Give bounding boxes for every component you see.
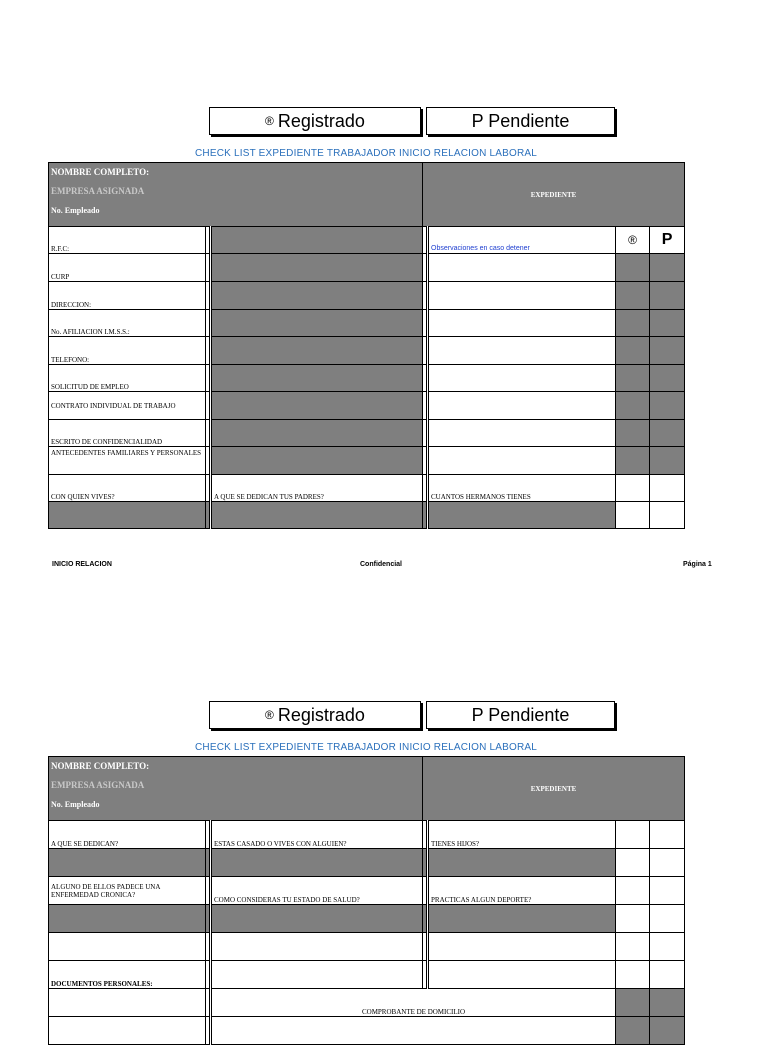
curp-value[interactable] (211, 254, 423, 282)
empty-cell[interactable] (49, 933, 206, 961)
employee-no-label-2: No. Empleado (51, 800, 100, 809)
phone-pending-check[interactable] (650, 337, 685, 365)
confidentiality-registered-check[interactable] (616, 420, 650, 447)
application-pending-check[interactable] (650, 365, 685, 392)
legend-registered-2 (209, 701, 421, 729)
observations-label: Observaciones en caso detener (428, 227, 616, 254)
answers-pending-check[interactable] (650, 502, 685, 529)
empty-cell[interactable] (49, 1017, 206, 1045)
empty-cell[interactable] (650, 961, 685, 989)
parents-label: A QUE SE DEDICAN TUS PADRES? (211, 475, 423, 502)
contract-value[interactable] (211, 392, 423, 420)
file-header: EXPEDIENTE (423, 163, 685, 227)
empty-cell[interactable] (428, 933, 616, 961)
address-registered-check[interactable] (616, 282, 650, 310)
rfc-label: R.F.C: (49, 227, 206, 254)
curp-label: CURP (49, 254, 206, 282)
empty-cell[interactable] (211, 1017, 616, 1045)
contract-pending-check[interactable] (650, 392, 685, 420)
full-name-label-2: NOMBRE COMPLETO: (51, 761, 150, 771)
application-label: SOLICITUD DE EMPLEO (49, 365, 206, 392)
occupation-answer[interactable] (49, 849, 206, 877)
proof-address-pending-check[interactable] (650, 989, 685, 1017)
empty-cell[interactable] (616, 1017, 650, 1045)
siblings-answer[interactable] (428, 502, 616, 529)
chronic-label: ALGUNO DE ELLOS PADECE UNA ENFERMEDAD CRONICA? (49, 877, 206, 905)
confidentiality-observation[interactable] (428, 420, 616, 447)
application-observation[interactable] (428, 365, 616, 392)
address-pending-check[interactable] (650, 282, 685, 310)
imss-pending-check[interactable] (650, 310, 685, 337)
family-registered-check[interactable] (616, 821, 650, 849)
address-value[interactable] (211, 282, 423, 310)
checklist-table-page-2 (48, 756, 685, 1045)
documents-section-label: DOCUMENTOS PERSONALES: (49, 961, 206, 989)
empty-cell[interactable] (428, 961, 616, 989)
empty-cell[interactable] (616, 933, 650, 961)
empty-cell[interactable] (211, 961, 423, 989)
empty-cell[interactable] (650, 933, 685, 961)
family-pending-check[interactable] (650, 821, 685, 849)
employee-no-label: No. Empleado (51, 206, 100, 215)
background-pending-check[interactable] (650, 447, 685, 475)
imss-label: No. AFILIACION I.M.S.S.: (49, 310, 206, 337)
health-label: COMO CONSIDERAS TU ESTADO DE SALUD? (211, 877, 423, 905)
sport-label: PRACTICAS ALGUN DEPORTE? (428, 877, 616, 905)
legend-pending-label: P Pendiente (471, 110, 570, 131)
curp-observation[interactable] (428, 254, 616, 282)
legend-pending-2 (426, 701, 615, 729)
empty-cell[interactable] (49, 989, 206, 1017)
siblings-label: CUANTOS HERMANOS TIENES (428, 475, 616, 502)
empty-cell[interactable] (650, 1017, 685, 1045)
children-label: TIENES HIJOS? (428, 821, 616, 849)
footer-page-number: Página 1 (683, 561, 712, 568)
registered-symbol-2: ® (265, 708, 274, 722)
background-value[interactable] (211, 447, 423, 475)
header-fields (49, 163, 423, 227)
health-pending-check[interactable] (650, 877, 685, 905)
proof-address-label: COMPROBANTE DE DOMICILIO (211, 989, 616, 1017)
full-name-label: NOMBRE COMPLETO: (51, 167, 150, 177)
phone-value[interactable] (211, 337, 423, 365)
chronic-answer[interactable] (49, 905, 206, 933)
imss-observation[interactable] (428, 310, 616, 337)
registered-symbol: ® (265, 114, 274, 128)
legend-registered (209, 107, 421, 135)
legend-pending-label-2: P Pendiente (471, 704, 570, 725)
questions-registered-check[interactable] (616, 475, 650, 502)
legend-registered-label: Registrado (277, 110, 365, 131)
header-fields-2 (49, 757, 423, 821)
contract-observation[interactable] (428, 392, 616, 420)
registered-column-header: ® (616, 227, 650, 254)
health-answer[interactable] (211, 905, 423, 933)
questions-pending-check[interactable] (650, 475, 685, 502)
family-answers-pending-check[interactable] (650, 849, 685, 877)
answers-registered-check[interactable] (616, 502, 650, 529)
checklist-table-page-1 (48, 162, 685, 529)
phone-label: TELEFONO: (49, 337, 206, 365)
lives-with-answer[interactable] (49, 502, 206, 529)
imss-value[interactable] (211, 310, 423, 337)
rfc-value[interactable] (211, 227, 423, 254)
children-answer[interactable] (428, 849, 616, 877)
curp-pending-check[interactable] (650, 254, 685, 282)
confidentiality-value[interactable] (211, 420, 423, 447)
phone-registered-check[interactable] (616, 337, 650, 365)
application-value[interactable] (211, 365, 423, 392)
background-label: ANTECEDENTES FAMILIARES Y PERSONALES (49, 447, 206, 475)
application-registered-check[interactable] (616, 365, 650, 392)
confidentiality-pending-check[interactable] (650, 420, 685, 447)
contract-registered-check[interactable] (616, 392, 650, 420)
married-label: ESTAS CASADO O VIVES CON ALGUIEN? (211, 821, 423, 849)
company-label-2: EMPRESA ASIGNADA (51, 780, 145, 790)
company-label: EMPRESA ASIGNADA (51, 186, 145, 196)
pending-column-header: P (650, 227, 685, 254)
empty-cell[interactable] (211, 933, 423, 961)
occupation-label: A QUE SE DEDICAN? (49, 821, 206, 849)
married-answer[interactable] (211, 849, 423, 877)
health-answers-pending-check[interactable] (650, 905, 685, 933)
checklist-subtitle-2: CHECK LIST EXPEDIENTE TRABAJADOR INICIO RELACION LABORAL (194, 742, 538, 753)
address-observation[interactable] (428, 282, 616, 310)
checklist-subtitle: CHECK LIST EXPEDIENTE TRABAJADOR INICIO RELACION LABORAL (194, 148, 538, 159)
legend-registered-label-2: Registrado (277, 704, 365, 725)
contract-label: CONTRATO INDIVIDUAL DE TRABAJO (49, 392, 206, 420)
address-label: DIRECCION: (49, 282, 206, 310)
file-header-2: EXPEDIENTE (423, 757, 685, 821)
footer-center: Confidencial (360, 561, 403, 568)
lives-with-label: CON QUIEN VIVES? (49, 475, 206, 502)
footer-left: INICIO RELACION (52, 561, 112, 568)
background-observation[interactable] (428, 447, 616, 475)
sport-answer[interactable] (428, 905, 616, 933)
health-registered-check[interactable] (616, 877, 650, 905)
confidentiality-label: ESCRITO DE CONFIDENCIALIDAD (49, 420, 206, 447)
proof-address-registered-check[interactable] (616, 989, 650, 1017)
health-answers-registered-check[interactable] (616, 905, 650, 933)
empty-cell[interactable] (616, 961, 650, 989)
curp-registered-check[interactable] (616, 254, 650, 282)
background-registered-check[interactable] (616, 447, 650, 475)
legend-pending (426, 107, 615, 135)
phone-observation[interactable] (428, 337, 616, 365)
parents-answer[interactable] (211, 502, 423, 529)
family-answers-registered-check[interactable] (616, 849, 650, 877)
imss-registered-check[interactable] (616, 310, 650, 337)
